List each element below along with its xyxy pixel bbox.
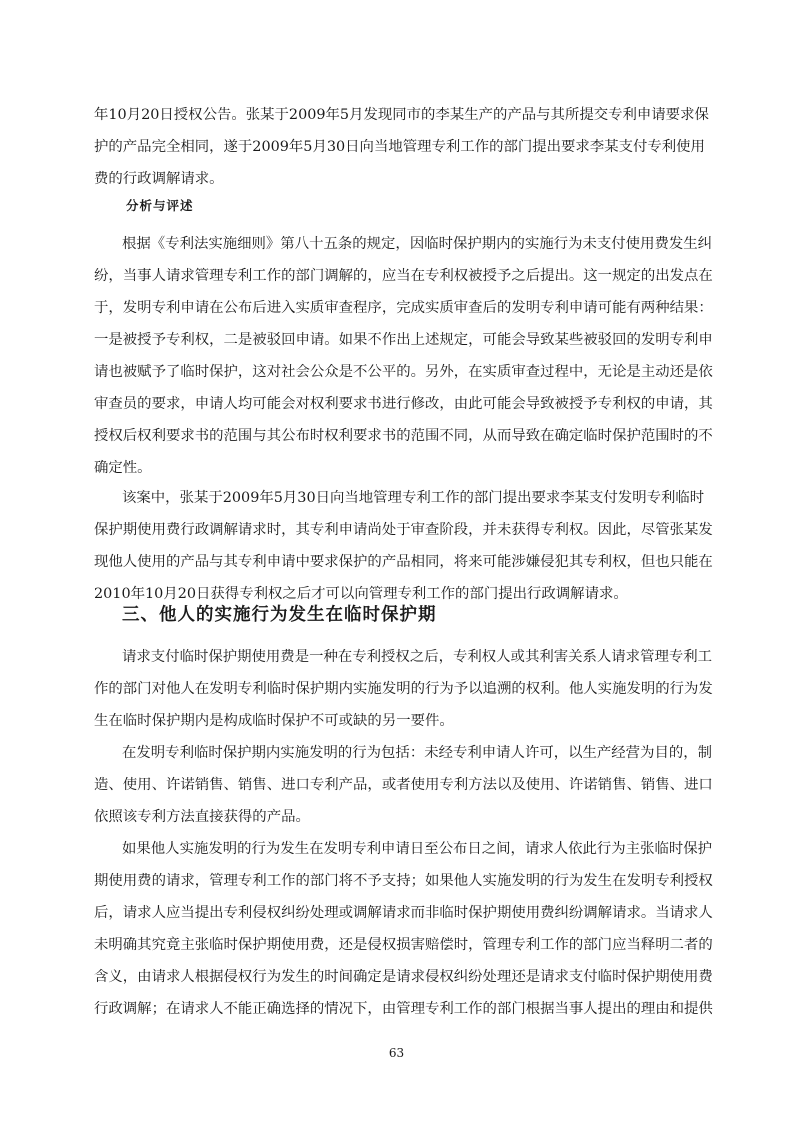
text-line: 依照该专利方法直接获得的产品。 [94,809,310,825]
text-line: 如果他人实施发明的行为发生在发明专利申请日至公布日之间，请求人依此行为主张临时保护 [122,841,713,857]
text-line: 年10月20日授权公告。张某于2009年5月发现同市的李某生产的产品与其所提交专利申请要求保 [94,107,709,123]
text-line: 纷，当事人请求管理专利工作的部门调解的，应当在专利权被授予之后提出。这一规定的出发点在 [94,268,713,284]
paragraph-case [94,482,713,610]
text-line: 在发明专利临时保护期内实施发明的行为包括：未经专利申请人许可，以生产经营为目的，制 [122,745,713,761]
paragraph-analysis [94,228,713,484]
paragraph-definition [94,641,713,737]
text-line: 保护期使用费行政调解请求时，其专利申请尚处于审查阶段，并未获得专利权。因此，尽管张某发 [94,522,713,538]
text-line: 期使用费的请求，管理专利工作的部门将不予支持；如果他人实施发明的行为发生在发明专利授权 [94,873,713,889]
text-line: 请也被赋予了临时保护，这对社会公众是不公平的。另外，在实质审查过程中，无论是主动还是依 [94,364,713,380]
text-line: 2010年10月20日获得专利权之后才可以向管理专利工作的部门提出行政调解请求。 [94,586,628,602]
text-line: 确定性。 [94,460,152,476]
paragraph-timing [94,833,713,1025]
text-line: 根据《专利法实施细则》第八十五条的规定，因临时保护期内的实施行为未支付使用费发生纠 [122,236,713,252]
text-line: 护的产品完全相同，遂于2009年5月30日向当地管理专利工作的部门提出要求李某支付专利使用 [94,139,705,155]
text-line: 作的部门对他人在发明专利临时保护期内实施发明的行为予以追溯的权利。他人实施发明的行为发 [94,681,713,697]
page-number: 63 [388,1046,405,1060]
text-line: 行政调解；在请求人不能正确选择的情况下，由管理专利工作的部门根据当事人提出的理由和提供 [94,1001,713,1017]
text-line: 生在临时保护期内是构成临时保护不可或缺的另一要件。 [94,713,454,729]
text-line: 审查员的要求，申请人均可能会对权利要求书进行修改，由此可能会导致被授予专利权的申请，其 [94,396,713,412]
text-line: 请求支付临时保护期使用费是一种在专利授权之后，专利权人或其利害关系人请求管理专利工 [122,649,713,665]
text-line: 造、使用、许诺销售、销售、进口专利产品，或者使用专利方法以及使用、许诺销售、销售、进口 [94,777,713,793]
text-line: 现他人使用的产品与其专利申请中要求保护的产品相同，将来可能涉嫌侵犯其专利权，但也只能在 [94,554,713,570]
text-line: 该案中，张某于2009年5月30日向当地管理专利工作的部门提出要求李某支付发明专利临时 [122,490,705,506]
text-line: 费的行政调解请求。 [94,171,224,187]
text-line: 含义，由请求人根据侵权行为发生的时间确定是请求侵权纠纷处理还是请求支付临时保护期使用费 [94,969,713,985]
text-line: 未明确其究竟主张临时保护期使用费，还是侵权损害赔偿时，管理专利工作的部门应当释明二者的 [94,937,713,953]
text-line: 一是被授予专利权，二是被驳回申请。如果不作出上述规定，可能会导致某些被驳回的发明专利申 [94,332,713,348]
text-line: 授权后权利要求书的范围与其公布时权利要求书的范围不同，从而导致在确定临时保护范围时的不 [94,428,713,444]
subheading-analysis: 分析与评述 [126,198,194,213]
text-line: 于，发明专利申请在公布后进入实质审查程序，完成实质审查后的发明专利申请可能有两种结果： [94,300,713,316]
section-heading: 三、他人的实施行为发生在临时保护期 [122,605,437,625]
text-line: 后，请求人应当提出专利侵权纠纷处理或调解请求而非临时保护期使用费纠纷调解请求。当请求人 [94,905,713,921]
paragraph-acts [94,737,713,833]
paragraph-continuation [94,99,709,195]
